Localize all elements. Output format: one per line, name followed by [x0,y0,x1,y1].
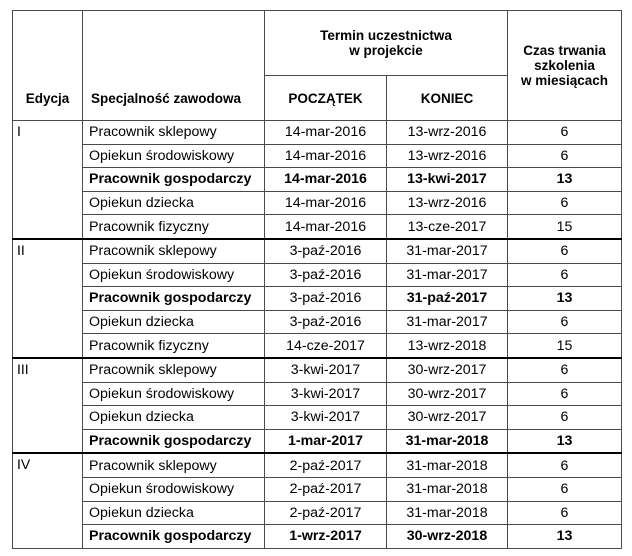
end-date-cell: 30-wrz-2017 [387,406,508,430]
table-row [13,287,622,311]
specialty-cell: Pracownik sklepowy [83,453,265,477]
start-date-cell: 3-kwi-2017 [265,406,387,430]
specialty-cell: Pracownik fizyczny [83,215,265,239]
specialty-cell: Pracownik gospodarczy [83,168,265,192]
specialty-cell: Pracownik sklepowy [83,121,265,145]
edition-cell: III [13,358,83,453]
table-row [13,121,622,145]
table-row [13,263,622,287]
end-date-cell: 31-mar-2017 [387,263,508,287]
specialty-cell: Opiekun środowiskowy [83,263,265,287]
start-date-cell: 3-paź-2016 [265,310,387,334]
duration-cell: 13 [508,429,622,453]
specialty-cell: Pracownik fizyczny [83,334,265,358]
header-czas-line2: szkolenia [534,58,595,73]
table-row [13,477,622,501]
end-date-cell: 31-mar-2018 [387,501,508,525]
end-date-cell: 13-wrz-2018 [387,334,508,358]
specialty-cell: Opiekun środowiskowy [83,382,265,406]
start-date-cell: 1-mar-2017 [265,429,387,453]
start-date-cell: 3-kwi-2017 [265,382,387,406]
table-header [13,11,622,121]
specialty-cell: Opiekun środowiskowy [83,477,265,501]
duration-cell: 6 [508,121,622,145]
specialty-cell: Pracownik gospodarczy [83,287,265,311]
start-date-cell: 14-mar-2016 [265,144,387,168]
end-date-cell: 31-mar-2018 [387,429,508,453]
table-row [13,358,622,382]
start-date-cell: 2-paź-2017 [265,501,387,525]
duration-cell: 6 [508,144,622,168]
table-row [13,144,622,168]
start-date-cell: 14-cze-2017 [265,334,387,358]
table-row [13,168,622,192]
duration-cell: 6 [508,501,622,525]
end-date-cell: 30-wrz-2017 [387,382,508,406]
specialty-cell: Opiekun dziecka [83,501,265,525]
duration-cell: 6 [508,191,622,215]
end-date-cell: 31-paź-2017 [387,287,508,311]
header-czas-line3: w miesiącach [520,73,609,88]
start-date-cell: 2-paź-2017 [265,453,387,477]
duration-cell: 13 [508,168,622,192]
header-edycja: Edycja [13,11,83,121]
table-row [13,215,622,239]
header-termin-line2: w projekcie [349,43,423,58]
end-date-cell: 31-mar-2017 [387,239,508,263]
duration-cell: 6 [508,477,622,501]
duration-cell: 6 [508,453,622,477]
end-date-cell: 31-mar-2017 [387,310,508,334]
end-date-cell: 31-mar-2018 [387,453,508,477]
edition-cell: I [13,121,83,239]
end-date-cell: 30-wrz-2017 [387,358,508,382]
duration-cell: 13 [508,525,622,549]
training-schedule-table [12,10,622,549]
specialty-cell: Pracownik gospodarczy [83,429,265,453]
duration-cell: 6 [508,382,622,406]
specialty-cell: Opiekun dziecka [83,310,265,334]
edition-cell: IV [13,453,83,548]
header-termin [265,11,508,76]
header-specjalnosc: Specjalność zawodowa [83,11,265,121]
table-row [13,429,622,453]
duration-cell: 6 [508,406,622,430]
start-date-cell: 14-mar-2016 [265,215,387,239]
edition-cell: II [13,239,83,358]
start-date-cell: 2-paź-2017 [265,477,387,501]
duration-cell: 6 [508,358,622,382]
start-date-cell: 3-kwi-2017 [265,358,387,382]
specialty-cell: Opiekun dziecka [83,406,265,430]
table-row [13,501,622,525]
duration-cell: 15 [508,215,622,239]
specialty-cell: Pracownik gospodarczy [83,525,265,549]
duration-cell: 13 [508,287,622,311]
end-date-cell: 13-wrz-2016 [387,191,508,215]
table-row [13,382,622,406]
start-date-cell: 14-mar-2016 [265,168,387,192]
end-date-cell: 13-wrz-2016 [387,121,508,145]
duration-cell: 6 [508,239,622,263]
start-date-cell: 3-paź-2016 [265,239,387,263]
specialty-cell: Opiekun środowiskowy [83,144,265,168]
end-date-cell: 13-cze-2017 [387,215,508,239]
specialty-cell: Pracownik sklepowy [83,239,265,263]
table-row [13,406,622,430]
table-row [13,191,622,215]
header-czas-line1: Czas trwania [523,43,606,58]
duration-cell: 6 [508,263,622,287]
table-row [13,310,622,334]
table-row [13,334,622,358]
specialty-cell: Pracownik sklepowy [83,358,265,382]
duration-cell: 15 [508,334,622,358]
table-row [13,239,622,263]
start-date-cell: 3-paź-2016 [265,263,387,287]
end-date-cell: 13-wrz-2016 [387,144,508,168]
table-body [13,121,622,549]
end-date-cell: 13-kwi-2017 [387,168,508,192]
duration-cell: 6 [508,310,622,334]
table-row [13,525,622,549]
start-date-cell: 14-mar-2016 [265,191,387,215]
end-date-cell: 30-wrz-2018 [387,525,508,549]
start-date-cell: 14-mar-2016 [265,121,387,145]
table-row [13,453,622,477]
start-date-cell: 1-wrz-2017 [265,525,387,549]
end-date-cell: 31-mar-2018 [387,477,508,501]
header-poczatek: POCZĄTEK [265,76,387,121]
start-date-cell: 3-paź-2016 [265,287,387,311]
header-czas [508,11,622,121]
header-koniec: KONIEC [387,76,508,121]
specialty-cell: Opiekun dziecka [83,191,265,215]
header-termin-line1: Termin uczestnictwa [320,28,452,43]
